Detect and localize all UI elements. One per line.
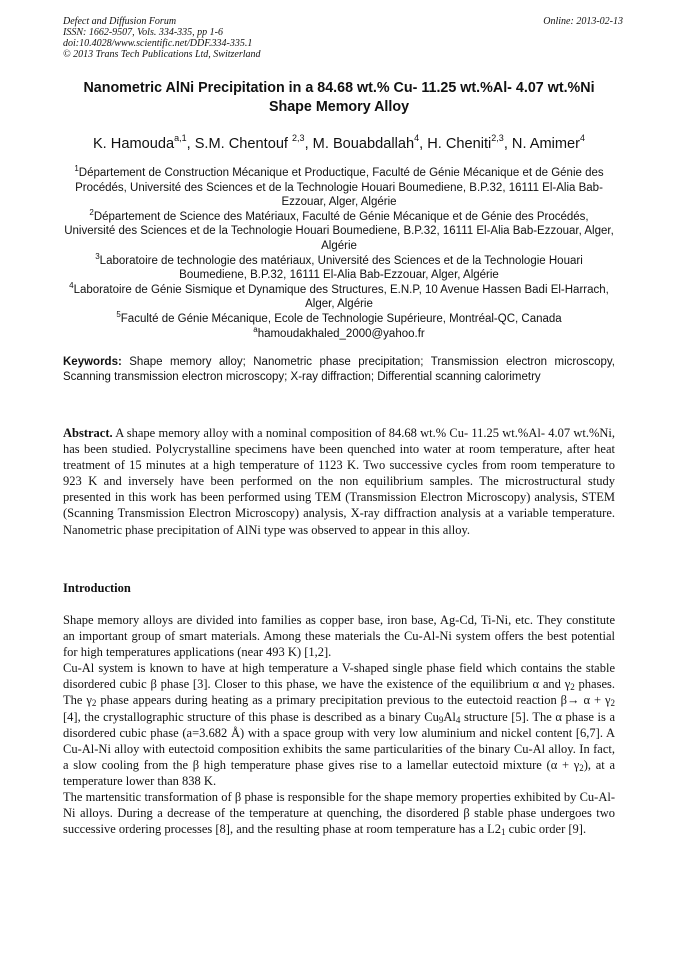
affiliation: $^2$Département de Science des Matériaux, Faculté de Génie Mécanique et de Génie des Procédés, Université des Sciences et de la Technologie Houari Boumediene, B.P.32, 16111 El-Alia Bab-Ezzouar, Alger, Algérie bbox=[64, 207, 614, 252]
email[interactable]: $^a$hamoudakhaled_2000@yahoo.fr bbox=[253, 324, 425, 340]
affiliation: $^4$Laboratoire de Génie Sismique et Dynamique des Structures, E.N.P, 10 Avenue Hassen Badi El-Harrach, Alger, Algérie bbox=[69, 280, 609, 311]
abstract-text: A shape memory alloy with a nominal composition of 84.68 wt.% Cu- 11.25 wt.%Al- 4.07 wt.%Ni, has been studied. Polycrystalline specimens have been quenched into water at room temperature, after heat treatment of 15 minutes at a high temperature of 1123 K. Two successive cycles from room temperature to 923 K and inversely have been performed on the non equilibrium samples. The microstructural study presented in this work has been performed using TEM (Transmission Electron Microscopy) analysis, STEM (Scanning Transmission Electron Microscopy) analysis, X-ray diffraction analysis at a variable temperature. Nanometric phase precipitation of AlNi type was observed to appear in this alloy. bbox=[63, 426, 615, 537]
journal-name: Defect and Diffusion Forum bbox=[63, 16, 177, 27]
introduction-body bbox=[63, 612, 615, 837]
journal-header bbox=[63, 16, 623, 60]
author: H. Cheniti$^{2,3}$, bbox=[427, 133, 512, 152]
keywords bbox=[63, 355, 615, 384]
abstract bbox=[63, 425, 615, 538]
keywords-text: Shape memory alloy; Nanometric phase precipitation; Transmission electron microscopy, Scanning transmission electron microscopy; X-ray diffraction; Differential scanning calorimetry bbox=[63, 356, 615, 383]
affiliation: $^5$Faculté de Génie Mécanique, Ecole de Technologie Supérieure, Montréal-QC, Canada bbox=[116, 309, 562, 325]
abstract-label: Abstract. bbox=[63, 426, 113, 440]
author: K. Hamouda$^{a,1}$, bbox=[92, 133, 195, 152]
affiliations bbox=[63, 166, 615, 341]
author: S.M. Chentouf $^{2,3}$, bbox=[194, 133, 313, 152]
journal-copyright: © 2013 Trans Tech Publications Ltd, Switzerland bbox=[63, 49, 261, 60]
keywords-label: Keywords: bbox=[63, 356, 122, 368]
paragraph: Cu-Al system is known to have at high temperature a V-shaped single phase field which contains the stable disordered cubic β phase [3]. Closer to this phase, we have the existence of the equilibrium α and $\gamma_2$ phases. The $\gamma_2$ phase appears during heating as a primary precipitation previous to the eutectoid reaction $\beta\to \alpha + \gamma_2$ [4], the crystallographic structure of this phase is described as a binary $Cu_9Al_4$ structure [5]. The α phase is a disordered cubic phase (a=3.682 Å) with a space group with very low aluminium and nickel content [6,7]. A Cu-Al-Ni alloy with eutectoid composition exhibits the same particularities of the binary Cu-Al alloy. In fact, a slow cooling from the β high temperature phase gives rise to a lamellar eutectoid mixture $(\alpha + \gamma_2)$, at a temperature lower than 838 K. bbox=[63, 661, 615, 788]
author: M. Bouabdallah$^4$, bbox=[312, 133, 428, 152]
online-date: Online: 2013-02-13 bbox=[543, 16, 623, 27]
affiliation: $^3$Laboratoire de technologie des matériaux, Université des Sciences et de la Technologie Houari Boumediene, B.P.32, 16111 El-Alia Bab-Ezzouar, Alger, Algérie bbox=[95, 251, 583, 282]
journal-issn: ISSN: 1662-9507, Vols. 334-335, pp 1-6 bbox=[63, 27, 223, 38]
journal-doi: doi:10.4028/www.scientific.net/DDF.334-335.1 bbox=[63, 38, 253, 49]
paper-title: Nanometric AlNi Precipitation in a 84.68 wt.% Cu- 11.25 wt.%Al- 4.07 wt.%Ni Shape Memory Alloy bbox=[83, 80, 595, 115]
affiliation: $^1$Département de Construction Mécanique et Productique, Faculté de Génie Mécanique et de Génie des Procédés, Université des Sciences et de la Technologie Houari Boumediene, B.P.32, 16111 El-Alia Bab-Ezzouar, Alger, Algérie bbox=[74, 164, 604, 209]
section-heading-introduction: Introduction bbox=[63, 581, 131, 595]
author-list bbox=[63, 134, 615, 154]
author: N. Amimer$^4$ bbox=[511, 133, 586, 152]
paragraph: Shape memory alloys are divided into families as copper base, iron base, Ag-Cd, Ti-Ni, etc. They constitute an important group of smart materials. Among these materials the Cu-Al-Ni system offers the best potential for high temperatures applications (near 493 K) [1,2]. bbox=[63, 613, 615, 660]
paragraph: The martensitic transformation of β phase is responsible for the shape memory properties exhibited by Cu-Al-Ni alloys. During a decrease of the temperature at quenching, the disordered β stable phase undergoes two successive ordering processes [8], and the resulting phase at room temperature has a $L2_1$ cubic order [9]. bbox=[63, 790, 615, 838]
